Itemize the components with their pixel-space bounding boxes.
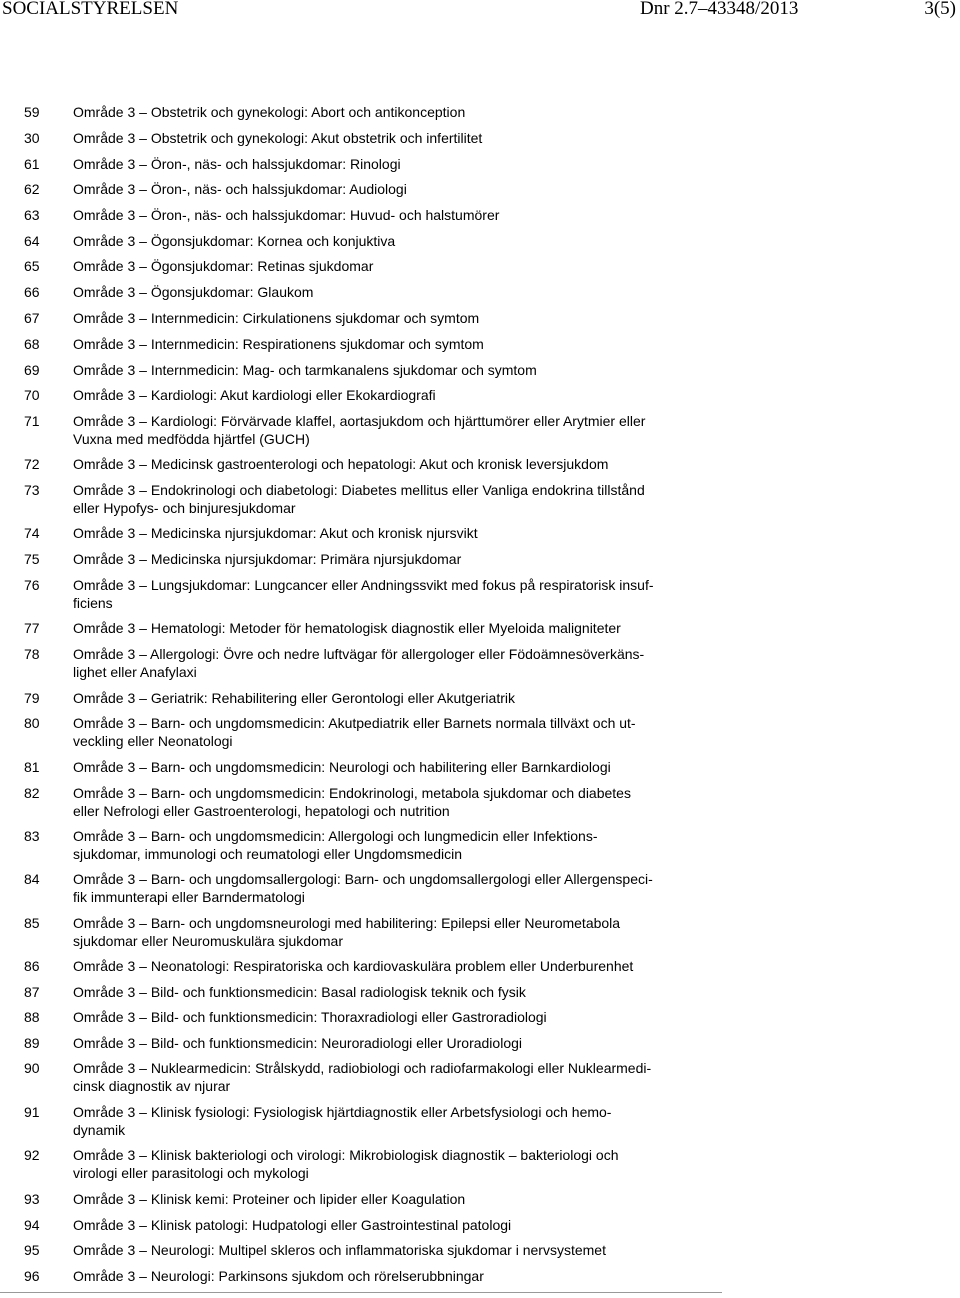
- item-number: 81: [24, 759, 40, 775]
- item-number: 86: [24, 958, 40, 974]
- item-text: [73, 828, 713, 863]
- item-number: 74: [24, 525, 40, 541]
- item-text-line: Område 3 – Barn- och ungdomsmedicin: Allergologi och lungmedicin eller Infektions-: [73, 828, 598, 844]
- item-text-line: Område 3 – Ögonsjukdomar: Glaukom: [73, 284, 314, 300]
- item-number: 82: [24, 785, 40, 801]
- item-number: 87: [24, 984, 40, 1000]
- item-text: [73, 871, 713, 906]
- item-number: 96: [24, 1268, 40, 1284]
- item-text-line: Område 3 – Öron-, näs- och halssjukdomar: Rinologi: [73, 156, 401, 172]
- item-text: [73, 690, 713, 708]
- item-number: 70: [24, 387, 40, 403]
- item-text-line: eller Hypofys- och binjuresjukdomar: [73, 499, 296, 516]
- item-text: [73, 759, 713, 777]
- item-text-line: Område 3 – Endokrinologi och diabetologi: Diabetes mellitus eller Vanliga endokrina tillstånd: [73, 482, 645, 498]
- document-number: Dnr 2.7–43348/2013: [640, 0, 799, 19]
- item-text-line: Område 3 – Allergologi: Övre och nedre luftvägar för allergologer eller Födoämnesöverkäns-: [73, 646, 645, 662]
- item-text-line: sjukdomar eller Neuromuskulära sjukdomar: [73, 932, 343, 949]
- item-text: [73, 1268, 713, 1286]
- item-text: [73, 1217, 713, 1235]
- item-text-line: Område 3 – Bild- och funktionsmedicin: Thoraxradiologi eller Gastroradiologi: [73, 1009, 547, 1025]
- item-number: 66: [24, 284, 40, 300]
- item-text-line: ficiens: [73, 594, 113, 611]
- item-text-line: Område 3 – Ögonsjukdomar: Retinas sjukdomar: [73, 258, 374, 274]
- item-number: 83: [24, 828, 40, 844]
- item-number: 71: [24, 413, 40, 429]
- item-text: [73, 284, 713, 302]
- item-text-line: virologi eller parasitologi och mykologi: [73, 1164, 309, 1181]
- page-number: 3(5): [924, 0, 956, 19]
- item-text-line: Område 3 – Geriatrik: Rehabilitering eller Gerontologi eller Akutgeriatrik: [73, 690, 515, 706]
- item-text-line: Område 3 – Internmedicin: Respirationens sjukdomar och symtom: [73, 336, 484, 352]
- item-text: [73, 620, 713, 638]
- item-text-line: eller Nefrologi eller Gastroenterologi, hepatologi och nutrition: [73, 802, 450, 819]
- item-number: 59: [24, 104, 40, 120]
- item-text-line: Område 3 – Bild- och funktionsmedicin: Neuroradiologi eller Uroradiologi: [73, 1035, 522, 1051]
- item-number: 63: [24, 207, 40, 223]
- item-text-line: Område 3 – Nuklearmedicin: Strålskydd, radiobiologi och radiofarmakologi eller Nuklearmedi-: [73, 1060, 652, 1076]
- item-text-line: Område 3 – Neonatologi: Respiratoriska och kardiovaskulära problem eller Underburenhet: [73, 958, 634, 974]
- item-text: [73, 1035, 713, 1053]
- item-number: 72: [24, 456, 40, 472]
- item-text-line: Område 3 – Lungsjukdomar: Lungcancer eller Andningssvikt med fokus på respiratorisk insuf-: [73, 577, 654, 593]
- item-number: 80: [24, 715, 40, 731]
- item-text: [73, 525, 713, 543]
- item-number: 93: [24, 1191, 40, 1207]
- item-text: [73, 104, 713, 122]
- item-text: [73, 456, 713, 474]
- item-number: 64: [24, 233, 40, 249]
- item-text: [73, 130, 713, 148]
- item-number: 91: [24, 1104, 40, 1120]
- item-text-line: Område 3 – Medicinska njursjukdomar: Akut och kronisk njursvikt: [73, 525, 478, 541]
- item-text: [73, 258, 713, 276]
- item-text: [73, 715, 713, 750]
- item-number: 76: [24, 577, 40, 593]
- item-number: 65: [24, 258, 40, 274]
- item-text-line: dynamik: [73, 1121, 126, 1138]
- item-number: 84: [24, 871, 40, 887]
- item-text-line: Område 3 – Öron-, näs- och halssjukdomar: Audiologi: [73, 181, 407, 197]
- item-number: 67: [24, 310, 40, 326]
- item-text-line: Område 3 – Internmedicin: Cirkulationens sjukdomar och symtom: [73, 310, 480, 326]
- item-text: [73, 336, 713, 354]
- item-text-line: lighet eller Anafylaxi: [73, 663, 197, 680]
- item-text: [73, 1104, 713, 1139]
- item-number: 92: [24, 1147, 40, 1163]
- item-number: 78: [24, 646, 40, 662]
- item-text-line: sjukdomar, immunologi och reumatologi eller Ungdomsmedicin: [73, 845, 463, 862]
- item-number: 62: [24, 181, 40, 197]
- item-text-line: Område 3 – Barn- och ungdomsneurologi med habilitering: Epilepsi eller Neurometabola: [73, 915, 621, 931]
- bottom-divider: [0, 1292, 722, 1293]
- item-text: [73, 551, 713, 569]
- item-text-line: Område 3 – Klinisk kemi: Proteiner och lipider eller Koagulation: [73, 1191, 466, 1207]
- item-number: 75: [24, 551, 40, 567]
- item-text: [73, 156, 713, 174]
- item-number: 77: [24, 620, 40, 636]
- item-text: [73, 387, 713, 405]
- item-text-line: Område 3 – Neurologi: Parkinsons sjukdom och rörelserubbningar: [73, 1268, 484, 1284]
- item-text-line: Område 3 – Ögonsjukdomar: Kornea och konjuktiva: [73, 233, 396, 249]
- item-text: [73, 233, 713, 251]
- item-text: [73, 181, 713, 199]
- item-number: 79: [24, 690, 40, 706]
- item-number: 90: [24, 1060, 40, 1076]
- item-text-line: Område 3 – Klinisk bakteriologi och virologi: Mikrobiologisk diagnostik – bakteriologi och: [73, 1147, 619, 1163]
- item-text-line: Område 3 – Neurologi: Multipel skleros och inflammatoriska sjukdomar i nervsystemet: [73, 1242, 606, 1258]
- item-text-line: Område 3 – Bild- och funktionsmedicin: Basal radiologisk teknik och fysik: [73, 984, 526, 1000]
- item-text: [73, 958, 713, 976]
- item-number: 95: [24, 1242, 40, 1258]
- item-number: 73: [24, 482, 40, 498]
- item-text-line: fik immunterapi eller Barndermatologi: [73, 888, 305, 905]
- item-text-line: Område 3 – Barn- och ungdomsmedicin: Akutpediatrik eller Barnets normala tillväxt och ut-: [73, 715, 636, 731]
- item-text: [73, 413, 713, 448]
- item-text: [73, 1060, 713, 1095]
- item-number: 69: [24, 362, 40, 378]
- item-number: 68: [24, 336, 40, 352]
- item-number: 30: [24, 130, 40, 146]
- item-text-line: Vuxna med medfödda hjärtfel (GUCH): [73, 430, 310, 447]
- item-text: [73, 1191, 713, 1209]
- item-text-line: Område 3 – Obstetrik och gynekologi: Akut obstetrik och infertilitet: [73, 130, 483, 146]
- item-text-line: Område 3 – Klinisk fysiologi: Fysiologisk hjärtdiagnostik eller Arbetsfysiologi och hemo-: [73, 1104, 612, 1120]
- item-text-line: Område 3 – Barn- och ungdomsmedicin: Endokrinologi, metabola sjukdomar och diabetes: [73, 785, 631, 801]
- item-text-line: Område 3 – Medicinsk gastroenterologi och hepatologi: Akut och kronisk leversjukdom: [73, 456, 609, 472]
- item-text-line: Område 3 – Medicinska njursjukdomar: Primära njursjukdomar: [73, 551, 462, 567]
- item-text: [73, 207, 713, 225]
- item-text: [73, 577, 713, 612]
- item-text: [73, 1009, 713, 1027]
- item-text-line: Område 3 – Hematologi: Metoder för hematologisk diagnostik eller Myeloida maligniteter: [73, 620, 621, 636]
- item-text-line: veckling eller Neonatologi: [73, 732, 233, 749]
- item-text-line: Område 3 – Kardiologi: Akut kardiologi eller Ekokardiografi: [73, 387, 436, 403]
- item-number: 61: [24, 156, 40, 172]
- item-text-line: Område 3 – Öron-, näs- och halssjukdomar: Huvud- och halstumörer: [73, 207, 500, 223]
- item-text: [73, 362, 713, 380]
- item-text: [73, 310, 713, 328]
- item-text-line: Område 3 – Barn- och ungdomsallergologi: Barn- och ungdomsallergologi eller Allergenspeci-: [73, 871, 653, 887]
- item-text-line: Område 3 – Obstetrik och gynekologi: Abort och antikonception: [73, 104, 466, 120]
- item-text-line: Område 3 – Barn- och ungdomsmedicin: Neurologi och habilitering eller Barnkardiologi: [73, 759, 611, 775]
- item-text: [73, 785, 713, 820]
- organization-name: SOCIALSTYRELSEN: [2, 0, 179, 19]
- item-text: [73, 1242, 713, 1260]
- item-number: 85: [24, 915, 40, 931]
- item-number: 89: [24, 1035, 40, 1051]
- item-number: 88: [24, 1009, 40, 1025]
- page-header: [0, 0, 960, 22]
- item-text-line: Område 3 – Internmedicin: Mag- och tarmkanalens sjukdomar och symtom: [73, 362, 537, 378]
- item-text-line: Område 3 – Klinisk patologi: Hudpatologi eller Gastrointestinal patologi: [73, 1217, 512, 1233]
- item-text: [73, 482, 713, 517]
- item-text-line: Område 3 – Kardiologi: Förvärvade klaffel, aortasjukdom och hjärttumörer eller Arytmier eller: [73, 413, 646, 429]
- item-text-line: cinsk diagnostik av njurar: [73, 1077, 231, 1094]
- item-number: 94: [24, 1217, 40, 1233]
- item-text: [73, 646, 713, 681]
- item-text: [73, 1147, 713, 1182]
- item-text: [73, 915, 713, 950]
- item-text: [73, 984, 713, 1002]
